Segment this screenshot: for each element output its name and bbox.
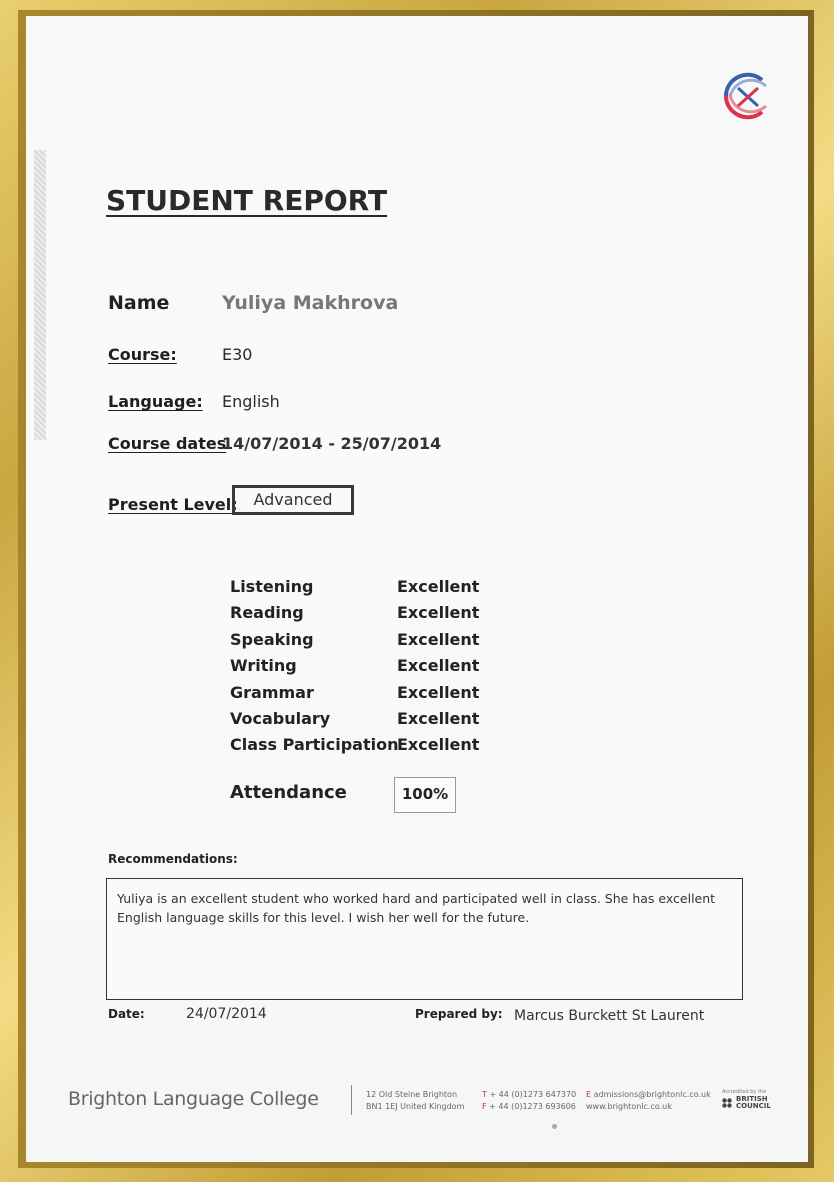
skill-name: Grammar	[230, 682, 314, 702]
name-label: Name	[108, 292, 170, 314]
fax-number: + 44 (0)1273 693606	[489, 1102, 576, 1111]
skill-row	[230, 735, 490, 761]
skill-row	[230, 577, 490, 603]
address-line-2: BN1 1EJ United Kingdom	[366, 1102, 465, 1111]
address-line-1: 12 Old Steine Brighton	[366, 1090, 458, 1099]
language-label: Language:	[108, 392, 203, 411]
letterhead-divider	[351, 1085, 352, 1115]
skill-name: Speaking	[230, 629, 314, 649]
course-value: E30	[222, 345, 253, 364]
course-dates-label: Course dates	[108, 434, 227, 453]
report-document	[26, 16, 808, 1162]
skill-row	[230, 603, 490, 629]
skill-grade: Excellent	[397, 708, 480, 728]
course-dates-value: 14/07/2014 - 25/07/2014	[222, 434, 442, 453]
skill-row	[230, 630, 490, 656]
tel-number: + 44 (0)1273 647370	[489, 1090, 577, 1099]
date-value: 24/07/2014	[186, 1006, 267, 1022]
date-label: Date:	[108, 1007, 145, 1021]
skill-grade: Excellent	[397, 629, 480, 649]
skill-grade: Excellent	[397, 735, 480, 755]
accreditation-body: BRITISH COUNCIL	[736, 1095, 771, 1110]
college-name-wordmark: Brighton Language College	[68, 1088, 319, 1110]
skill-grade: Excellent	[397, 577, 480, 596]
skill-name: Writing	[230, 656, 297, 676]
email-prefix: E	[586, 1090, 592, 1099]
british-council-dots-icon	[722, 1098, 734, 1108]
prepared-by-label: Prepared by:	[415, 1007, 503, 1021]
skill-row	[230, 683, 490, 709]
skill-name: Vocabulary	[230, 708, 331, 728]
college-address	[366, 1089, 464, 1113]
attendance-value-box: 100%	[394, 777, 456, 813]
skill-grade: Excellent	[397, 656, 480, 676]
recommendations-box: Yuliya is an excellent student who worked hard and participated well in class. She has excellent English language skills for this level. I wish her well for the future.	[106, 878, 743, 1000]
skill-name: Reading	[230, 603, 304, 623]
skill-name: Listening	[230, 577, 314, 596]
tel-prefix: T	[482, 1090, 487, 1099]
british-council-accreditation	[722, 1089, 782, 1110]
language-value: English	[222, 392, 280, 411]
skills-grades-list	[230, 577, 490, 762]
prepared-by-value: Marcus Burckett St Laurent	[514, 1008, 705, 1024]
present-level-label: Present Level:	[108, 495, 238, 514]
recommendations-label: Recommendations:	[108, 852, 238, 866]
paper-mark	[552, 1124, 557, 1129]
fax-prefix: F	[482, 1102, 487, 1111]
brighton-college-logo-icon	[718, 66, 774, 126]
skill-row	[230, 656, 490, 682]
student-name: Yuliya Makhrova	[222, 292, 399, 314]
skill-grade: Excellent	[397, 682, 480, 702]
skill-row	[230, 709, 490, 735]
college-phone-fax	[482, 1089, 576, 1113]
course-label: Course:	[108, 345, 177, 364]
skill-grade: Excellent	[397, 603, 480, 623]
accreditation-text: Accredited by the	[722, 1089, 767, 1095]
skill-name: Class Participation	[230, 735, 399, 755]
email-address: admissions@brightonlc.co.uk	[593, 1090, 711, 1099]
present-level-box: Advanced	[232, 485, 354, 515]
website-address: www.brightonlc.co.uk	[586, 1102, 672, 1111]
attendance-label: Attendance	[230, 782, 347, 803]
report-title: STUDENT REPORT	[106, 184, 388, 217]
college-contact-web	[586, 1089, 711, 1113]
